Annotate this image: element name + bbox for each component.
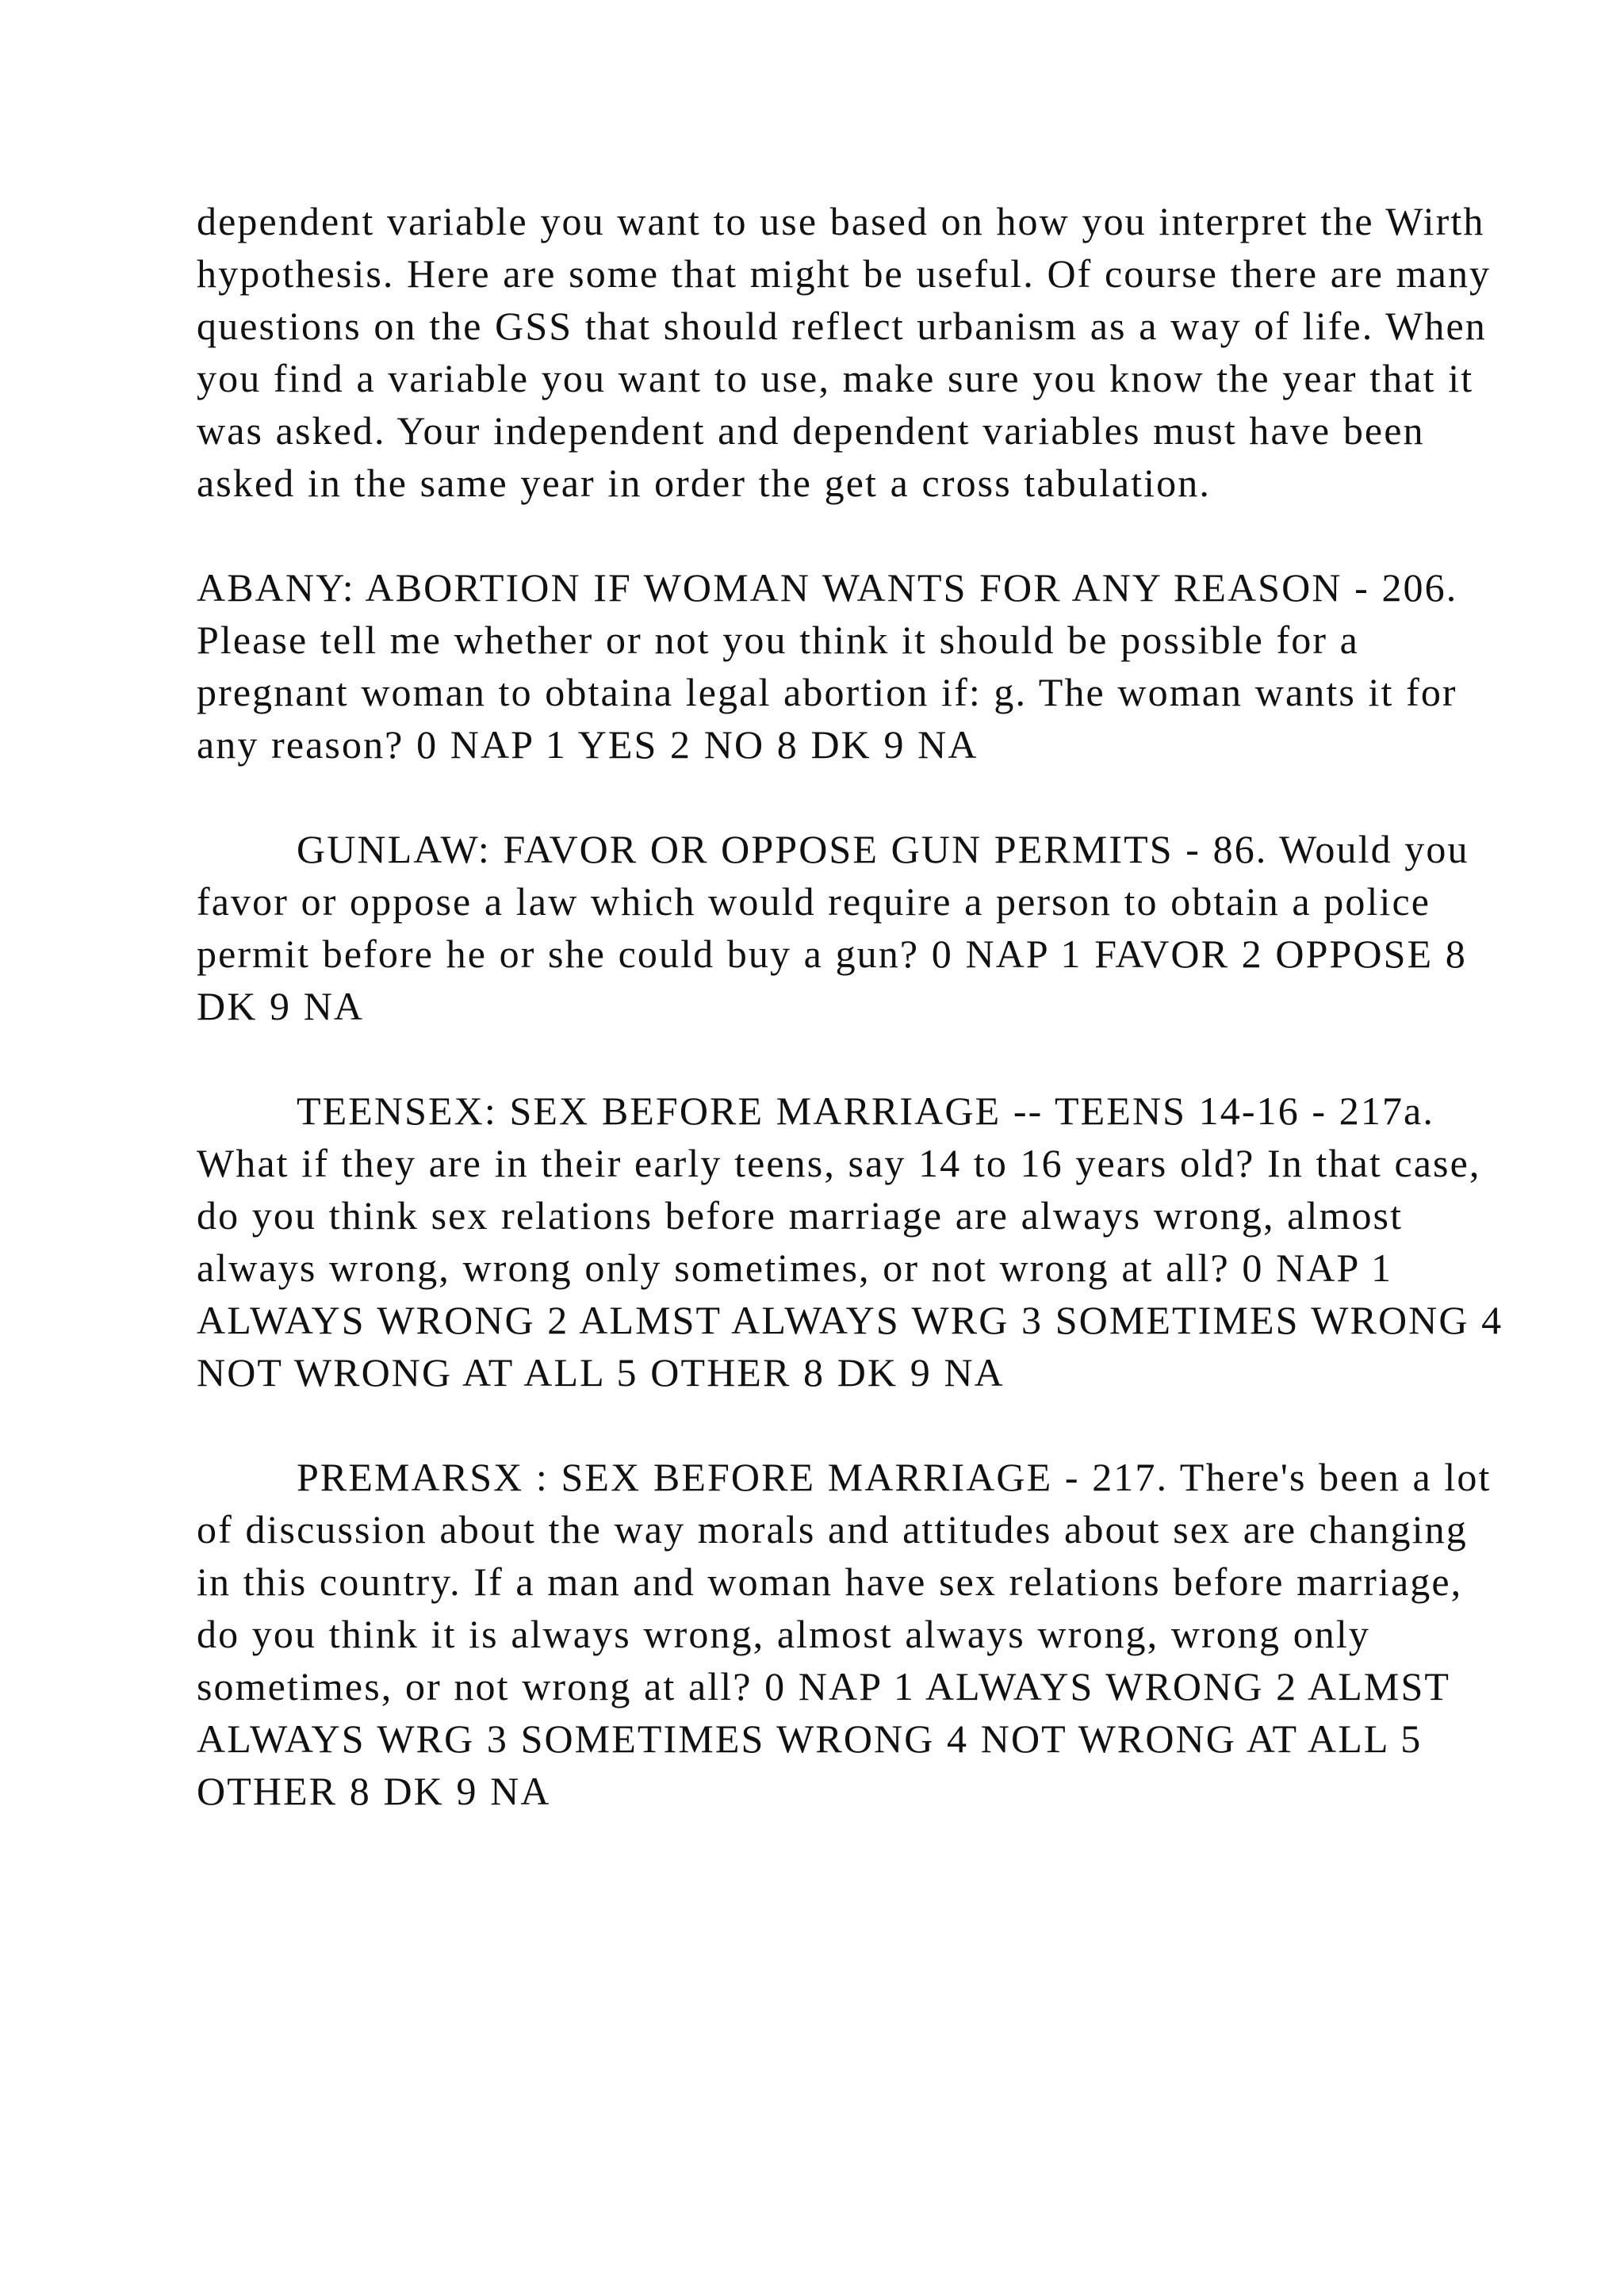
teensex-paragraph: TEENSEX: SEX BEFORE MARRIAGE -- TEENS 14-16 - 217a. What if they are in their early teens, say 14 to 16 years old? In that case, do you think sex relations before marriage are always wrong, almost always wrong, wrong only sometimes, or not wrong at all? 0 NAP 1 ALWAYS WRONG 2 ALMST ALWAYS WRG 3 SOMETIMES WRONG 4 NOT WRONG AT ALL 5 OTHER 8 DK 9 NA — [197, 1089, 1503, 1395]
paragraph-spacer — [197, 771, 1513, 823]
intro-paragraph: dependent variable you want to use based on how you interpret the Wirth hypothesis. Here are some that might be useful. Of course there are many questions on the GSS that should reflect urbanism as a way of life. When you find a variable you want to use, make sure you know the year that it was asked. Your independent and dependent variables must have been asked in the same year in order the get a cross tabulation. — [197, 199, 1492, 505]
paragraph-spacer — [197, 509, 1513, 561]
paragraph-spacer — [197, 1399, 1513, 1451]
gunlaw-paragraph: GUNLAW: FAVOR OR OPPOSE GUN PERMITS - 86. Would you favor or oppose a law which would require a person to obtain a police permit before he or she could buy a gun? 0 NAP 1 FAVOR 2 OPPOSE 8 DK 9 NA — [197, 827, 1469, 1028]
abany-paragraph: ABANY: ABORTION IF WOMAN WANTS FOR ANY REASON - 206. Please tell me whether or not you think it should be possible for a pregnant woman to obtaina legal abortion if: g. The woman wants it for any reason? 0 NAP 1 YES 2 NO 8 DK 9 NA — [197, 565, 1458, 767]
premarsx-paragraph: PREMARSX : SEX BEFORE MARRIAGE - 217. There's been a lot of discussion about the way morals and attitudes about sex are changing in this country. If a man and woman have sex relations before marriage, do you think it is always wrong, almost always wrong, wrong only sometimes, or not wrong at all? 0 NAP 1 ALWAYS WRONG 2 ALMST ALWAYS WRG 3 SOMETIMES WRONG 4 NOT WRONG AT ALL 5 OTHER 8 DK 9 NA — [197, 1455, 1492, 1813]
paragraph-spacer — [197, 1032, 1513, 1085]
document-body — [197, 195, 1513, 1817]
